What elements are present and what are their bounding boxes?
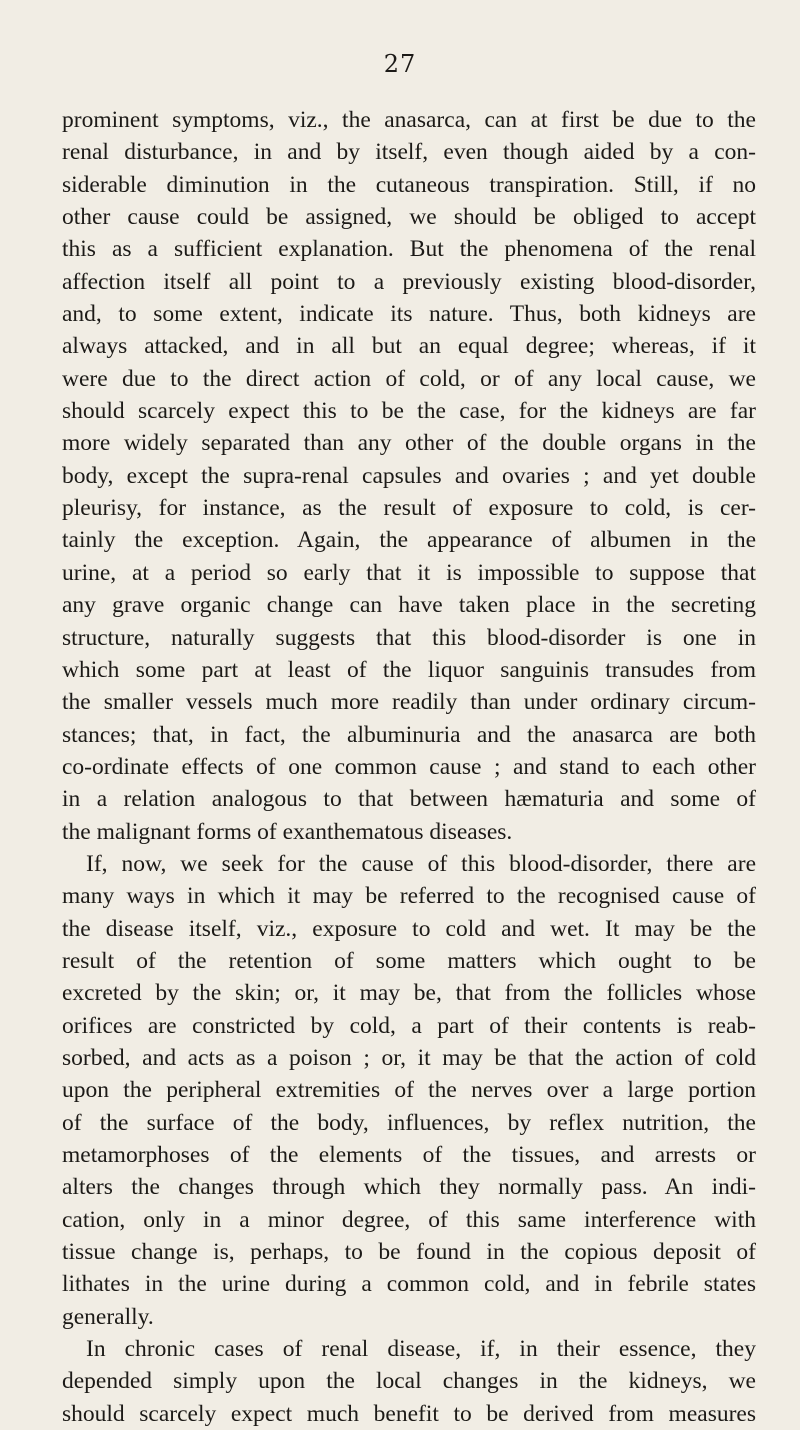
text-line: tissue change is, perhaps, to be found in the copious deposit of [62,1239,756,1266]
text-line: should scarcely expect much benefit to be derived from measures [62,1400,756,1427]
text-line: tainly the exception. Again, the appearance of albumen in the [62,527,756,554]
text-line: cation, only in a minor degree, of this same interference with [62,1206,756,1233]
text-line: the disease itself, viz., exposure to cold and wet. It may be the [62,915,756,942]
text-line: affection itself all point to a previously existing blood-disorder, [62,268,756,295]
text-line: and, to some extent, indicate its nature. Thus, both kidneys are [62,301,756,328]
paragraph-end-line: generally. [62,1303,154,1330]
text-line: sorbed, and acts as a poison ; or, it may be that the action of cold [62,1044,756,1071]
text-line: which some part at least of the liquor sanguinis transudes from [62,656,756,683]
paragraph-start-line: In chronic cases of renal disease, if, in their essence, they [86,1336,756,1363]
text-line: were due to the direct action of cold, or of any local cause, we [62,365,756,392]
text-line: of the surface of the body, influences, by reflex nutrition, the [62,1109,756,1136]
body-text [62,104,756,1430]
text-line: any grave organic change can have taken place in the secreting [62,592,756,619]
text-line: upon the peripheral extremities of the nerves over a large portion [62,1077,756,1104]
text-line: the smaller vessels much more readily than under ordinary circum- [62,689,756,716]
text-line: this as a sufficient explanation. But the phenomena of the renal [62,236,756,263]
page-number: 27 [383,50,417,78]
text-line: structure, naturally suggests that this blood-disorder is one in [62,624,756,651]
text-line: orifices are constricted by cold, a part of their contents is reab- [62,1012,756,1039]
text-line: other cause could be assigned, we should be obliged to accept [62,204,756,231]
text-line: stances; that, in fact, the albuminuria and the anasarca are both [62,721,756,748]
text-line: depended simply upon the local changes in the kidneys, we [62,1368,756,1395]
text-line: result of the retention of some matters which ought to be [62,947,756,974]
text-line: siderable diminution in the cutaneous transpiration. Still, if no [62,171,756,198]
text-line: lithates in the urine during a common cold, and in febrile states [62,1271,756,1298]
text-line: metamorphoses of the elements of the tissues, and arrests or [62,1142,756,1168]
text-line: alters the changes through which they normally pass. An indi- [62,1174,756,1201]
text-line: prominent symptoms, viz., the anasarca, can at first be due to the [62,107,756,133]
text-line: urine, at a period so early that it is impossible to suppose that [62,559,756,586]
text-line: body, except the supra-renal capsules and ovaries ; and yet double [62,462,756,489]
text-line: many ways in which it may be referred to the recognised cause of [62,883,756,910]
text-line: more widely separated than any other of the double organs in the [62,430,756,457]
text-line: excreted by the skin; or, it may be, that from the follicles whose [62,980,756,1007]
text-line: pleurisy, for instance, as the result of exposure to cold, is cer- [62,495,756,522]
paragraph-end-line: the malignant forms of exanthematous diseases. [62,818,513,845]
text-line: should scarcely expect this to be the case, for the kidneys are far [62,398,756,425]
text-line: in a relation analogous to that between hæmaturia and some of [62,786,756,813]
text-line: co-ordinate effects of one common cause ; and stand to each other [62,753,756,780]
text-line: always attacked, and in all but an equal degree; whereas, if it [62,333,756,360]
paragraph-start-line: If, now, we seek for the cause of this blood-disorder, there are [86,850,756,877]
text-line: renal disturbance, in and by itself, even though aided by a con- [62,139,756,166]
